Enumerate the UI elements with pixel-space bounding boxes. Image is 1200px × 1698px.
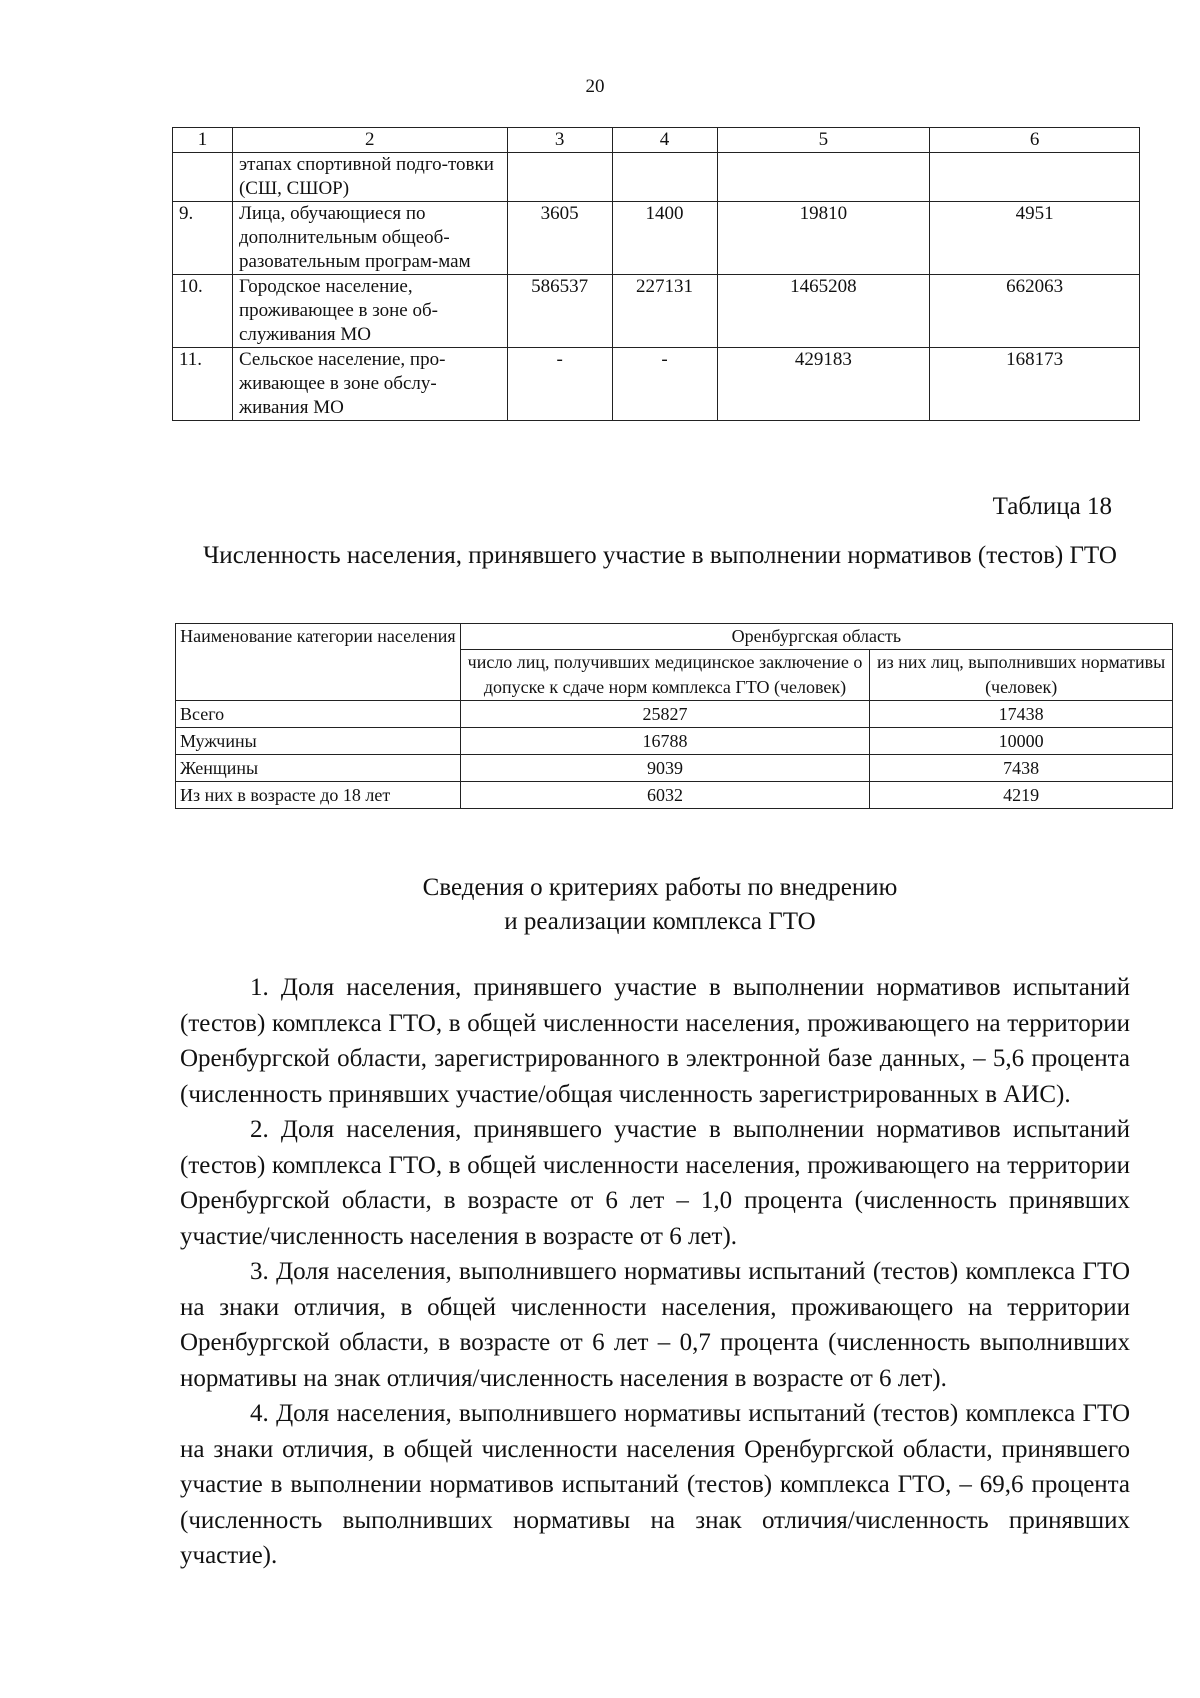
table-row (176, 728, 1173, 755)
table-row (176, 755, 1173, 782)
table-row (173, 202, 1140, 275)
table-row (176, 782, 1173, 809)
table-row (173, 275, 1140, 348)
category-cell: Женщины (176, 755, 461, 782)
criteria-paragraph: 3. Доля населения, выполнившего нормативы испытаний (тестов) комплекса ГТО на знаки отличия, в общей численности населения, проживающего на территории Оренбургской области, в возрасте от 6 лет – 0,7 процента (численность выполнивших нормативы на знак отличия/численность населения в возрасте от 6 лет). (180, 1258, 1130, 1392)
row-name: Сельское население, про-живающее в зоне обслу-живания МО (232, 348, 507, 421)
medical-cell: 6032 (460, 782, 870, 809)
cell-col3: 3605 (507, 202, 612, 275)
header-cell: 5 (717, 128, 930, 153)
region-header: Оренбургская область (460, 624, 1172, 650)
passed-cell: 17438 (870, 701, 1173, 728)
row-number: 10. (173, 275, 233, 348)
header-cell: 3 (507, 128, 612, 153)
passed-header: из них лиц, выполнивших нормативы (человек) (870, 650, 1173, 701)
table-row (173, 153, 1140, 202)
row-name: Городское население, проживающее в зоне об-служивания МО (232, 275, 507, 348)
criteria-paragraph: 1. Доля населения, принявшего участие в выполнении нормативов испытаний (тестов) комплекса ГТО, в общей численности населения, проживающего на территории Оренбургской области, зарегистрированного в электронной базе данных, – 5,6 процента (численность принявших участие/общая численность зарегистрированных в АИС). (180, 974, 1130, 1108)
header-cell: 2 (232, 128, 507, 153)
cell-col6: 662063 (930, 275, 1140, 348)
cell-col4: 227131 (612, 275, 717, 348)
header-cell: 1 (173, 128, 233, 153)
table18-label: Таблица 18 (992, 493, 1112, 520)
header-cell: 6 (930, 128, 1140, 153)
cell-col5: 1465208 (717, 275, 930, 348)
page-number: 20 (585, 76, 605, 97)
row-number: 9. (173, 202, 233, 275)
criteria-title-line1: Сведения о критериях работы по внедрению (422, 874, 898, 901)
criteria-body (180, 970, 1130, 1574)
criteria-title (160, 871, 1160, 939)
table-row (176, 701, 1173, 728)
cell-col5 (717, 153, 930, 202)
table18-header-row (176, 624, 1173, 650)
table18 (175, 623, 1173, 809)
passed-cell: 10000 (870, 728, 1173, 755)
category-cell: Мужчины (176, 728, 461, 755)
cell-col3: - (507, 348, 612, 421)
category-header: Наименование категории населения (176, 624, 461, 701)
passed-cell: 7438 (870, 755, 1173, 782)
cell-col6: 168173 (930, 348, 1140, 421)
row-number: 11. (173, 348, 233, 421)
cell-col4 (612, 153, 717, 202)
cell-col4: 1400 (612, 202, 717, 275)
table-header-row (173, 128, 1140, 153)
cell-col6 (930, 153, 1140, 202)
row-name: этапах спортивной подго-товки (СШ, СШОР) (232, 153, 507, 202)
criteria-title-line2: и реализации комплекса ГТО (504, 908, 816, 935)
header-cell: 4 (612, 128, 717, 153)
cell-col6: 4951 (930, 202, 1140, 275)
table-row (173, 348, 1140, 421)
category-cell: Всего (176, 701, 461, 728)
cell-col5: 429183 (717, 348, 930, 421)
criteria-paragraph: 2. Доля населения, принявшего участие в выполнении нормативов испытаний (тестов) комплекса ГТО, в общей численности населения, проживающего на территории Оренбургской области, в возрасте от 6 лет – 1,0 процента (численность принявших участие/численность населения в возрасте от 6 лет). (180, 1116, 1130, 1250)
cell-col3: 586537 (507, 275, 612, 348)
category-cell: Из них в возрасте до 18 лет (176, 782, 461, 809)
criteria-paragraph: 4. Доля населения, выполнившего нормативы испытаний (тестов) комплекса ГТО на знаки отличия, в общей численности населения Оренбургской области, принявшего участие в выполнении нормативов испытаний (тестов) комплекса ГТО, – 69,6 процента (численность выполнивших нормативы на знак отличия/численность принявших участие). (180, 1400, 1130, 1569)
medical-header: число лиц, получивших медицинское заключение о допуске к сдаче норм комплекса ГТО (человек) (460, 650, 870, 701)
continuation-table (172, 127, 1140, 421)
cell-col5: 19810 (717, 202, 930, 275)
cell-col3 (507, 153, 612, 202)
medical-cell: 16788 (460, 728, 870, 755)
passed-cell: 4219 (870, 782, 1173, 809)
table18-title: Численность населения, принявшего участие в выполнении нормативов (тестов) ГТО (203, 542, 1117, 569)
row-name: Лица, обучающиеся по дополнительным общеоб-разовательным програм-мам (232, 202, 507, 275)
row-number (173, 153, 233, 202)
cell-col4: - (612, 348, 717, 421)
medical-cell: 25827 (460, 701, 870, 728)
medical-cell: 9039 (460, 755, 870, 782)
